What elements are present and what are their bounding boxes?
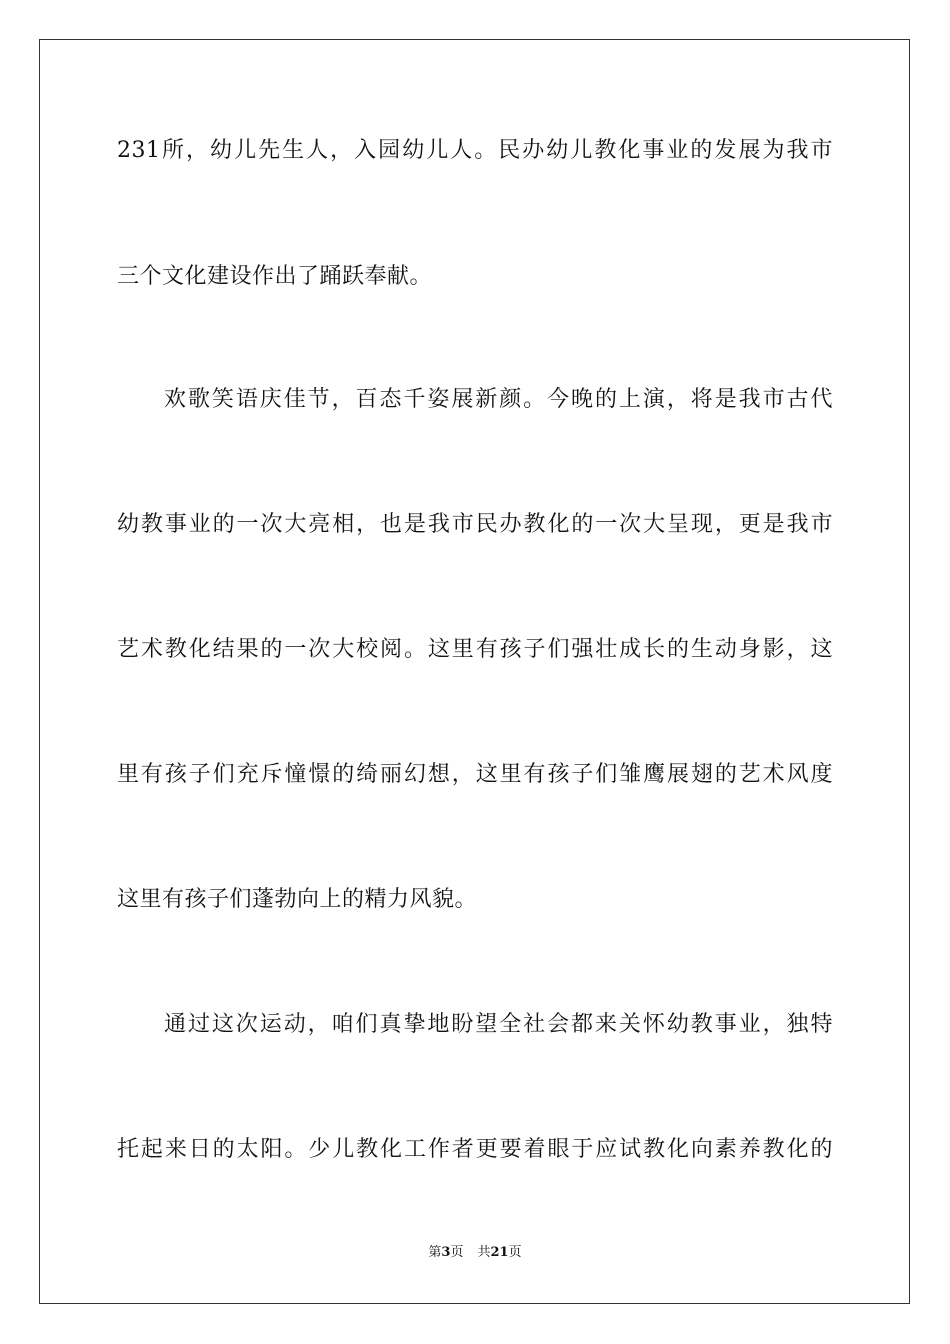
paragraph-line: 欢歌笑语庆佳节，百态千姿展新颜。今晚的上演，将是我市古代 <box>164 387 833 412</box>
total-pages: 21 <box>490 1245 509 1260</box>
page-prefix: 第 <box>428 1245 442 1260</box>
paragraph-line: 艺术教化结果的一次大校阅。这里有孩子们强壮成长的生动身影，这 <box>117 637 833 662</box>
paragraph-line: 托起来日的太阳。少儿教化工作者更要着眼于应试教化向素养教化的 <box>117 1137 833 1162</box>
paragraph-line: 231所，幼儿先生人，入园幼儿人。民办幼儿教化事业的发展为我市 <box>117 138 833 163</box>
paragraph-line: 三个文化建设作出了踊跃奉献。 <box>117 264 433 289</box>
page-suffix: 页 <box>450 1245 464 1260</box>
page-number: 3 <box>441 1245 451 1260</box>
total-suffix: 页 <box>508 1245 522 1260</box>
paragraph-line: 里有孩子们充斥憧憬的绮丽幻想，这里有孩子们雏鹰展翅的艺术风度 <box>117 762 833 787</box>
paragraph-line: 这里有孩子们蓬勃向上的精力风貌。 <box>117 887 478 912</box>
page-border <box>39 39 910 1304</box>
total-prefix: 共 <box>477 1245 491 1260</box>
paragraph-line: 幼教事业的一次大亮相，也是我市民办教化的一次大呈现，更是我市 <box>117 512 833 537</box>
paragraph-line: 通过这次运动，咱们真挚地盼望全社会都来关怀幼教事业，独特 <box>164 1012 833 1037</box>
page-footer <box>0 1244 950 1262</box>
